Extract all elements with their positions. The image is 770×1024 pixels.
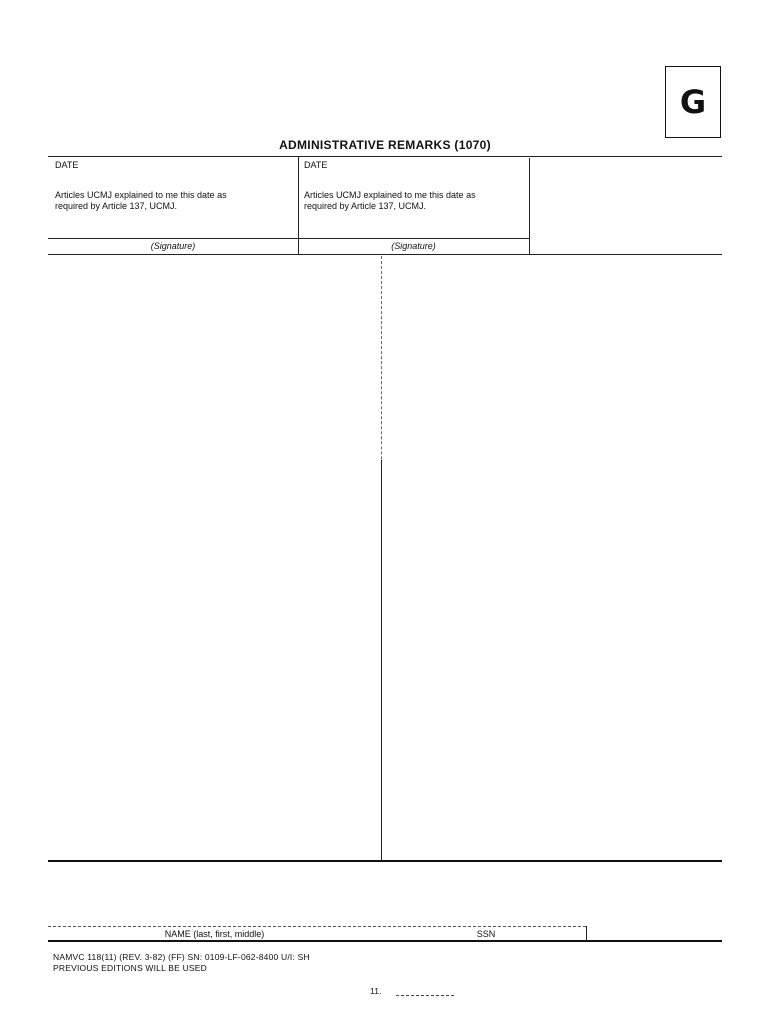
header-divider-2 xyxy=(529,158,530,254)
right-statement xyxy=(304,190,476,212)
section-tab-letter: G xyxy=(679,83,707,121)
ssn-right-edge xyxy=(586,926,587,940)
header-bottom-rule xyxy=(48,254,722,255)
page-number: 11. xyxy=(370,986,382,996)
name-label: NAME (last, first, middle) xyxy=(164,929,265,939)
form-info-line-2: PREVIOUS EDITIONS WILL BE USED xyxy=(53,963,207,973)
right-statement-line-1: Articles UCMJ explained to me this date as xyxy=(304,190,476,200)
form-info xyxy=(53,952,310,974)
name-ssn-bottom-rule xyxy=(48,940,722,942)
form-info-line-1: NAMVC 118(11) (REV. 3-82) (FF) SN: 0109-LF-062-8400 U/I: SH xyxy=(53,952,310,962)
left-signature-label: (Signature) xyxy=(150,241,196,251)
left-date-label: DATE xyxy=(55,160,79,170)
right-signature-rule xyxy=(298,238,529,239)
right-date-label: DATE xyxy=(304,160,328,170)
section-tab xyxy=(665,66,721,138)
form-title: ADMINISTRATIVE REMARKS (1070) xyxy=(279,138,491,152)
header-divider-1 xyxy=(298,156,299,254)
left-signature-rule xyxy=(48,238,298,239)
left-statement xyxy=(55,190,227,212)
ssn-label: SSN xyxy=(476,929,496,939)
left-statement-line-1: Articles UCMJ explained to me this date as xyxy=(55,190,227,200)
right-signature-label: (Signature) xyxy=(391,241,436,251)
left-statement-line-2: required by Article 137, UCMJ. xyxy=(55,201,178,211)
header-top-rule xyxy=(48,156,722,157)
remarks-center-divider-solid xyxy=(381,460,382,860)
remarks-bottom-rule xyxy=(48,860,722,862)
name-ssn-top-rule xyxy=(48,926,586,927)
right-statement-line-2: required by Article 137, UCMJ. xyxy=(304,201,427,211)
page-number-rule xyxy=(396,995,454,996)
